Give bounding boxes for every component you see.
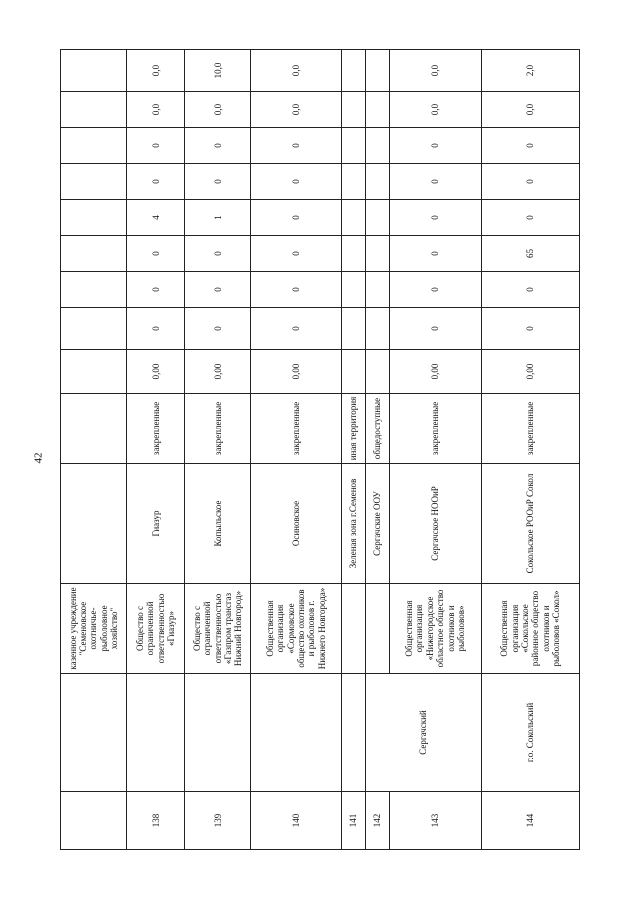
- cell-type: закрепленные: [251, 394, 341, 464]
- table-row: [185, 50, 251, 850]
- cell-c4: 1: [185, 200, 251, 236]
- cell-district: [61, 674, 127, 792]
- cell-area: Гиазур: [127, 464, 185, 584]
- cell-org: Общество с ограниченной ответственностью «Гиазур»: [127, 584, 185, 674]
- cell-c5: [61, 164, 127, 200]
- cell-type: общедоступные: [365, 394, 389, 464]
- cell-district: [185, 674, 251, 792]
- table-row-header-fragment: [61, 50, 127, 850]
- cell-c1: 0: [251, 308, 341, 350]
- cell-type: закрепленные: [127, 394, 185, 464]
- cell-district: [127, 674, 185, 792]
- cell-c6: 0: [127, 128, 185, 164]
- cell-c5: 0: [251, 164, 341, 200]
- cell-area-val: 0,00: [389, 350, 481, 394]
- cell-num: 144: [481, 792, 579, 850]
- cell-c6: 0: [185, 128, 251, 164]
- cell-area: Сергачское НООиР: [389, 464, 481, 584]
- cell-c2: [365, 272, 389, 308]
- cell-c7: 0,0: [389, 92, 481, 128]
- cell-c4: [61, 200, 127, 236]
- cell-type: закрепленные: [389, 394, 481, 464]
- cell-c1: [341, 308, 365, 350]
- cell-c1: 0: [185, 308, 251, 350]
- cell-num: 139: [185, 792, 251, 850]
- cell-c6: 0: [251, 128, 341, 164]
- table-row: [251, 50, 341, 850]
- cell-c8: 0,0: [127, 50, 185, 92]
- cell-district: Сергачский: [365, 674, 481, 792]
- cell-c2: 0: [185, 272, 251, 308]
- rotated-table-container: [60, 62, 580, 850]
- cell-c6: [341, 128, 365, 164]
- cell-c3: 0: [251, 236, 341, 272]
- cell-c7: [365, 92, 389, 128]
- cell-c8: [61, 50, 127, 92]
- cell-area: Зеленая зона г.Семенов: [341, 464, 365, 584]
- cell-c4: 0: [251, 200, 341, 236]
- cell-c1: [61, 308, 127, 350]
- cell-district: [341, 674, 365, 792]
- cell-c8: [365, 50, 389, 92]
- cell-c2: 0: [481, 272, 579, 308]
- page-number: 42: [32, 452, 45, 464]
- cell-c1: [365, 308, 389, 350]
- cell-c8: 2,0: [481, 50, 579, 92]
- cell-org: Общественная организация «Сормовское общество охотников и рыболовов г. Нижнего Новгорода»: [251, 584, 341, 674]
- cell-area: Копыльское: [185, 464, 251, 584]
- cell-c4: [365, 200, 389, 236]
- table-row: [365, 50, 389, 850]
- cell-org: казенное учреждение "Семеновское охотничье-рыболовное хозяйство": [61, 584, 127, 674]
- cell-c8: [341, 50, 365, 92]
- cell-c3: 65: [481, 236, 579, 272]
- cell-c5: 0: [481, 164, 579, 200]
- cell-type: [61, 394, 127, 464]
- cell-c5: 0: [185, 164, 251, 200]
- cell-c5: [365, 164, 389, 200]
- cell-area-val: 0,00: [185, 350, 251, 394]
- cell-area-val: [61, 350, 127, 394]
- cell-c3: 0: [127, 236, 185, 272]
- cell-c5: [341, 164, 365, 200]
- cell-c4: 0: [389, 200, 481, 236]
- cell-c2: 0: [127, 272, 185, 308]
- cell-district: г.о. Сокольский: [481, 674, 579, 792]
- cell-c5: 0: [389, 164, 481, 200]
- cell-c7: 0,0: [251, 92, 341, 128]
- cell-org: [365, 584, 389, 674]
- cell-area-val: 0,00: [127, 350, 185, 394]
- cell-c1: 0: [127, 308, 185, 350]
- cell-area: [61, 464, 127, 584]
- cell-num: 143: [389, 792, 481, 850]
- cell-c4: 4: [127, 200, 185, 236]
- cell-area: Сокольское РООиР Сокол: [481, 464, 579, 584]
- cell-c3: [341, 236, 365, 272]
- cell-c8: 0,0: [389, 50, 481, 92]
- cell-type: закрепленные: [481, 394, 579, 464]
- cell-num: 140: [251, 792, 341, 850]
- cell-c7: [61, 92, 127, 128]
- cell-org: Общество с ограниченной ответственностью «Газпром трансгаз Нижний Новгород»: [185, 584, 251, 674]
- cell-c3: [365, 236, 389, 272]
- table-row: [481, 50, 579, 850]
- cell-c5: 0: [127, 164, 185, 200]
- cell-area: Сергачские ООУ: [365, 464, 389, 584]
- cell-c1: 0: [481, 308, 579, 350]
- cell-c3: [61, 236, 127, 272]
- cell-c6: [365, 128, 389, 164]
- cell-area-val: 0,00: [481, 350, 579, 394]
- table-row: [127, 50, 185, 850]
- cell-area-val: [365, 350, 389, 394]
- cell-org: [341, 584, 365, 674]
- cell-c4: [341, 200, 365, 236]
- cell-c8: 0,0: [251, 50, 341, 92]
- cell-c2: 0: [251, 272, 341, 308]
- cell-area: Осиновское: [251, 464, 341, 584]
- hunting-grounds-table: [60, 49, 580, 850]
- cell-c7: 0,0: [127, 92, 185, 128]
- cell-num: 142: [365, 792, 389, 850]
- cell-c1: 0: [389, 308, 481, 350]
- cell-type: закрепленные: [185, 394, 251, 464]
- cell-c6: 0: [481, 128, 579, 164]
- cell-org: Общественная организация «Нижегородское областное общество охотников и рыболовов»: [389, 584, 481, 674]
- cell-num: 138: [127, 792, 185, 850]
- cell-num: [61, 792, 127, 850]
- cell-c3: 0: [389, 236, 481, 272]
- cell-c4: 0: [481, 200, 579, 236]
- cell-area-val: [341, 350, 365, 394]
- cell-c7: [341, 92, 365, 128]
- cell-c7: 0,0: [185, 92, 251, 128]
- cell-org: Общественная организация «Сокольское районное общество охотников и рыболовов «Сокол»: [481, 584, 579, 674]
- cell-c2: [341, 272, 365, 308]
- cell-c6: 0: [389, 128, 481, 164]
- cell-c3: 0: [185, 236, 251, 272]
- cell-area-val: 0,00: [251, 350, 341, 394]
- table-row: [341, 50, 365, 850]
- cell-num: 141: [341, 792, 365, 850]
- cell-c6: [61, 128, 127, 164]
- cell-c2: 0: [389, 272, 481, 308]
- cell-c2: [61, 272, 127, 308]
- cell-c7: 0,0: [481, 92, 579, 128]
- cell-type: иная территория: [341, 394, 365, 464]
- cell-c8: 10,0: [185, 50, 251, 92]
- cell-district: [251, 674, 341, 792]
